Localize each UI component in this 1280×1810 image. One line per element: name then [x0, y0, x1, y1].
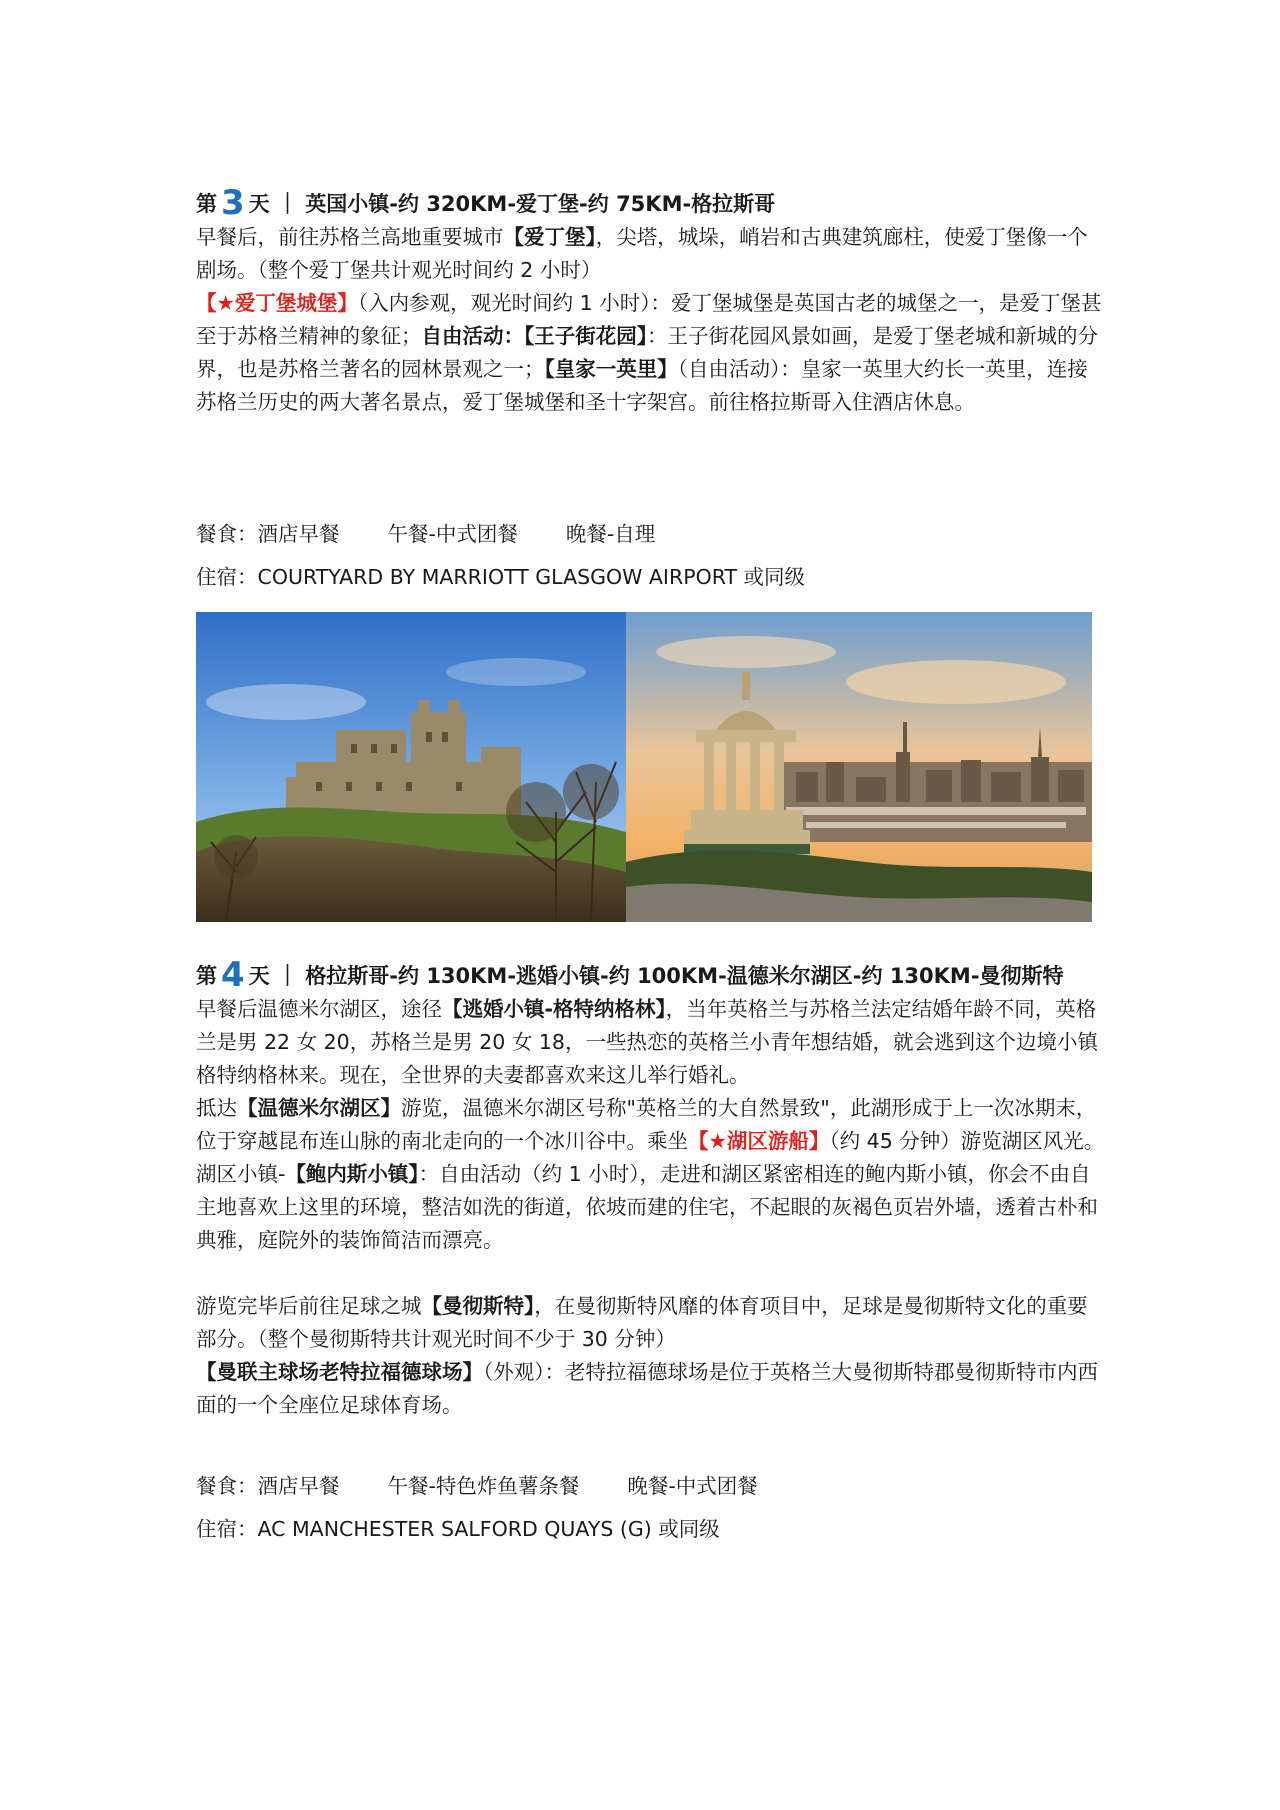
highlight-manchester: 【曼彻斯特】 — [421, 1294, 535, 1318]
text: （自由活动）：皇家一英里大约长一英里，连接苏格兰历史的两大著名景点，爱丁堡城堡和圣十字架宫。前往格拉斯哥入住酒店休息。 — [196, 357, 1088, 414]
text: 早餐后，前往苏格兰高地重要城市 — [196, 225, 504, 249]
highlight-lake-cruise: 【★湖区游船】 — [688, 1129, 830, 1153]
day4-section — [196, 955, 1106, 1422]
photo-strip — [196, 612, 1092, 922]
highlight-old-trafford: 【曼联主球场老特拉福德球场】 — [196, 1360, 483, 1384]
highlight-edinburgh: 【爱丁堡】 — [503, 225, 596, 249]
day3-title — [196, 183, 1106, 223]
text: 游览完毕后前往足球之城 — [196, 1294, 422, 1318]
text: ：自由活动（约 1 小时），走进和湖区紧密相连的鲍内斯小镇，你会不由自主地喜欢上这里的环境，整洁如洗的街道，依坡而建的住宅，不起眼的灰褐色页岩外墙，透着古朴和典雅，庭院外的装饰简洁而漂亮。 — [196, 1162, 1098, 1252]
meals-lunch: 午餐-特色炸鱼薯条餐 — [387, 1474, 580, 1498]
day4-meals — [196, 1470, 1106, 1503]
day4-title-prefix: 第 — [196, 964, 217, 988]
text: 抵达 — [196, 1096, 237, 1120]
day4-hotel: 住宿：AC MANCHESTER SALFORD QUAYS (G) 或同级 — [196, 1517, 720, 1541]
day3-info — [196, 518, 1106, 594]
day3-title-prefix: 第 — [196, 192, 217, 216]
day3-title-route: 天 ｜ 英国小镇-约 320KM-爱丁堡-约 75KM-格拉斯哥 — [248, 192, 776, 216]
calton-hill-photo — [626, 612, 1092, 922]
day4-paragraph-3 — [196, 1290, 1106, 1356]
highlight-royal-mile: 【皇家一英里】 — [544, 357, 678, 381]
day3-paragraph-1 — [196, 221, 1106, 287]
day4-title — [196, 955, 1106, 995]
day3-paragraph-2 — [196, 287, 1106, 419]
text: 游览，温德米尔湖区号称"英格兰的大自然景致"，此湖形成于上一次冰期末，位于穿越昆布连山脉的南北走向的一个冰川谷中。乘坐 — [196, 1096, 1097, 1153]
text: ：王子街花园风景如画，是爱丁堡老城和新城的分界，也是苏格兰著名的园林景观之一； — [196, 324, 1098, 381]
highlight-princes-street-gardens: 自由活动：【王子街花园】 — [421, 324, 647, 348]
meals-lunch: 午餐-中式团餐 — [387, 522, 518, 546]
day3-section — [196, 183, 1106, 419]
text: ，当年英格兰与苏格兰法定结婚年龄不同，英格兰是男 22 女 20，苏格兰是男 20 女 18，一些热恋的英格兰小青年想结婚，就会逃到这个边境小镇格特纳格林来。现在，全世界的夫妻都喜欢来这儿举行婚礼。 — [196, 997, 1098, 1087]
edinburgh-castle-photo — [196, 612, 626, 922]
day4-paragraph-1 — [196, 993, 1106, 1092]
text: 早餐后温德米尔湖区，途径 — [196, 997, 442, 1021]
highlight-gretna-green: 【逃婚小镇-格特纳格林】 — [442, 997, 666, 1021]
text: ，在曼彻斯特风靡的体育项目中，足球是曼彻斯特文化的重要部分。（整个曼彻斯特共计观光时间不少于 30 分钟） — [196, 1294, 1088, 1351]
highlight-windermere: 【温德米尔湖区】 — [237, 1096, 401, 1120]
text: （入内参观，观光时间约 1 小时）：爱丁堡城堡是英国古老的城堡之一，是爱丁堡甚至于苏格兰精神的象征； — [196, 291, 1102, 348]
meals-breakfast: 餐食：酒店早餐 — [196, 1474, 340, 1498]
highlight-bowness: 【鲍内斯小镇】 — [285, 1162, 419, 1186]
highlight-edinburgh-castle: 【★爱丁堡城堡】 — [196, 291, 358, 315]
day4-title-route: 天 ｜ 格拉斯哥-约 130KM-逃婚小镇-约 100KM-温德米尔湖区-约 130KM-曼彻斯特 — [248, 964, 1064, 988]
text: （外观）：老特拉福德球场是位于英格兰大曼彻斯特郡曼彻斯特市内西面的一个全座位足球体育场。 — [196, 1360, 1098, 1417]
day4-paragraph-2 — [196, 1092, 1106, 1257]
day3-number: 3 — [221, 183, 245, 223]
meals-breakfast: 餐食：酒店早餐 — [196, 522, 340, 546]
meals-dinner: 晚餐-自理 — [565, 522, 656, 546]
text: （约 45 分钟）游览湖区风光。湖区小镇- — [196, 1129, 1105, 1186]
meals-dinner: 晚餐-中式团餐 — [627, 1474, 758, 1498]
text: ，尖塔，城垛，峭岩和古典建筑廊柱，使爱丁堡像一个剧场。（整个爱丁堡共计观光时间约 2 小时） — [196, 225, 1088, 282]
day4-paragraph-4 — [196, 1356, 1106, 1422]
day4-info — [196, 1470, 1106, 1546]
day4-number: 4 — [221, 955, 245, 995]
day3-meals — [196, 518, 1106, 551]
day3-hotel: 住宿：COURTYARD BY MARRIOTT GLASGOW AIRPORT 或同级 — [196, 565, 806, 589]
